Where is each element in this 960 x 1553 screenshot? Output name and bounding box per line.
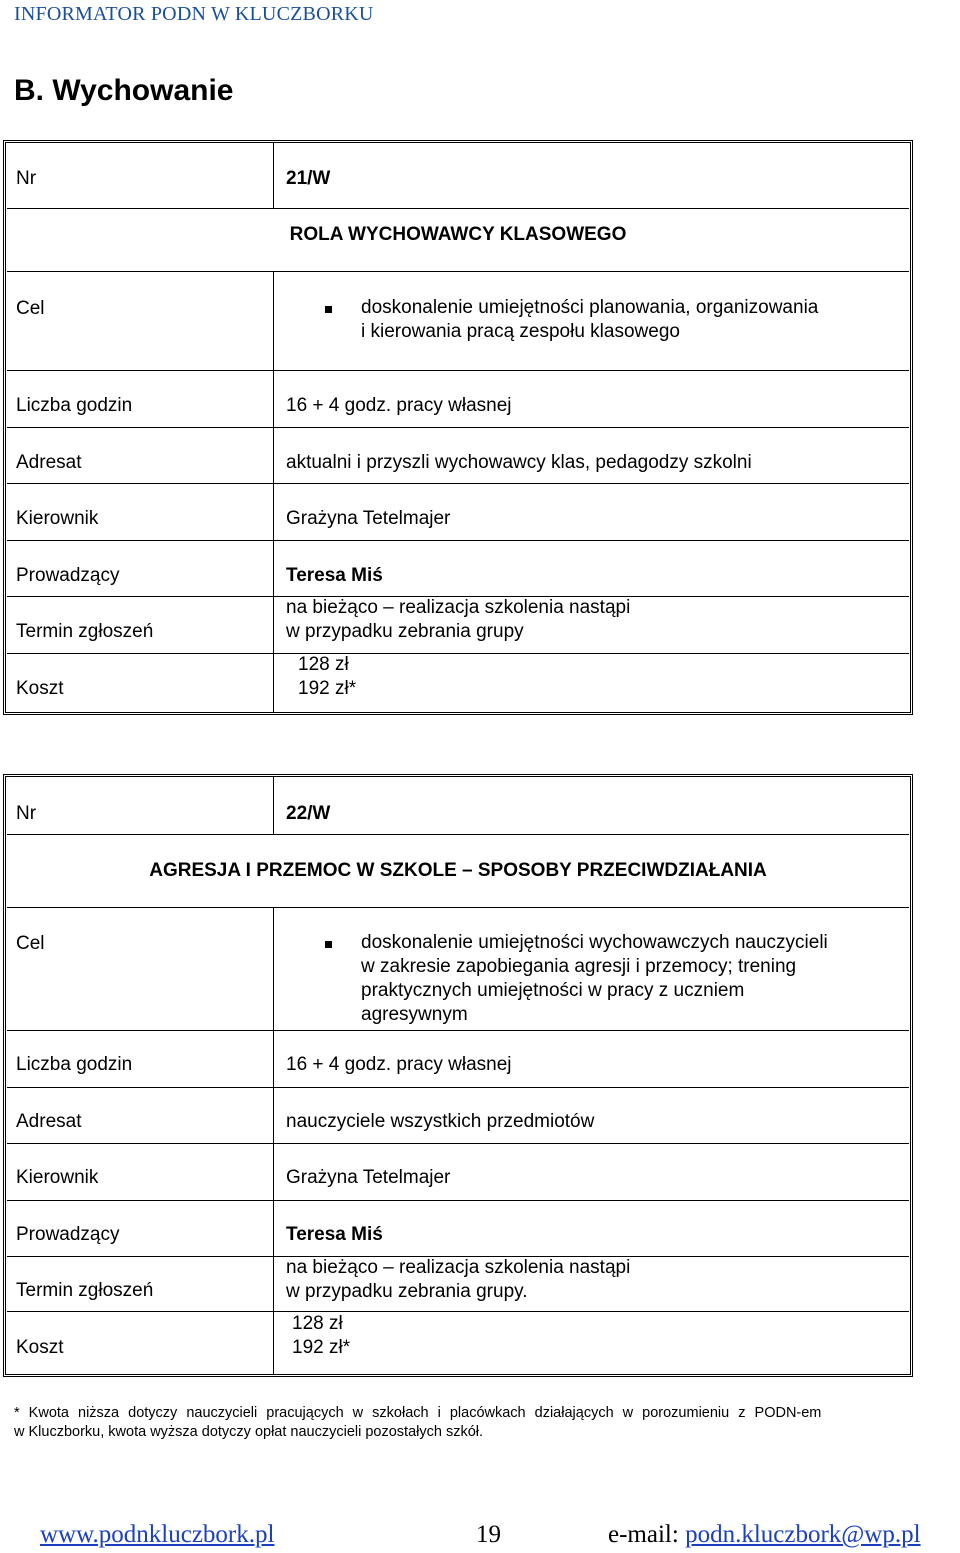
footnote-line: * Kwota niższa dotyczy nauczycieli pracujących w szkołach i placówkach działających w porozumieniu z PODN-em <box>14 1405 822 1421</box>
deadline-label: Termin zgłoszeń <box>16 1280 154 1301</box>
course-manager: Grażyna Tetelmajer <box>286 508 451 529</box>
section-title: B. Wychowanie <box>14 74 234 107</box>
course-deadline <box>286 596 630 644</box>
hours-label: Liczba godzin <box>16 1054 133 1075</box>
cost-line: 128 zł <box>292 1313 343 1334</box>
course-manager: Grażyna Tetelmajer <box>286 1167 451 1188</box>
lead-label: Prowadzący <box>16 565 120 586</box>
cost-label: Koszt <box>16 678 64 699</box>
bullet-icon <box>325 941 332 948</box>
course-hours: 16 + 4 godz. pracy własnej <box>286 395 512 416</box>
bullet-icon <box>325 306 332 313</box>
deadline-line: na bieżąco – realizacja szkolenia nastąpi <box>286 1257 631 1278</box>
goal-label: Cel <box>16 933 45 954</box>
course-lead: Teresa Miś <box>286 565 383 586</box>
cost-line: 192 zł* <box>292 1337 351 1358</box>
email-contact <box>608 1521 921 1549</box>
course-deadline <box>286 1256 630 1304</box>
website-link-overlay[interactable]: www.podnkluczbork.pl <box>40 1521 275 1548</box>
email-label: e-mail: <box>608 1521 686 1548</box>
deadline-line: na bieżąco – realizacja szkolenia nastąpi <box>286 597 631 618</box>
deadline-line: w przypadku zebrania grupy. <box>286 1281 528 1302</box>
cost-label: Koszt <box>16 1337 64 1358</box>
page-number: 19 <box>476 1521 501 1548</box>
nr-label: Nr <box>16 168 37 189</box>
footnote <box>14 1404 960 1442</box>
course-cost <box>292 1312 350 1360</box>
deadline-label: Termin zgłoszeń <box>16 621 154 642</box>
goal-line: praktycznych umiejętności w pracy z uczniem <box>361 980 745 1001</box>
email-link[interactable]: podn.kluczbork@wp.pl <box>685 1521 921 1548</box>
course-title: AGRESJA I PRZEMOC W SZKOLE – SPOSOBY PRZECIWDZIAŁANIA <box>149 860 767 881</box>
manager-label: Kierownik <box>16 1167 99 1188</box>
deadline-line: w przypadku zebrania grupy <box>286 621 524 642</box>
nr-label: Nr <box>16 803 37 824</box>
course-number: 21/W <box>286 168 331 189</box>
course-number: 22/W <box>286 803 331 824</box>
course-addressee: aktualni i przyszli wychowawcy klas, pedagodzy szkolni <box>286 452 752 473</box>
course-goal <box>361 296 818 344</box>
course-hours: 16 + 4 godz. pracy własnej <box>286 1054 512 1075</box>
course-cost <box>298 653 356 701</box>
manager-label: Kierownik <box>16 508 99 529</box>
goal-line: doskonalenie umiejętności wychowawczych nauczycieli <box>361 932 828 953</box>
course-title: ROLA WYCHOWAWCY KLASOWEGO <box>289 224 627 245</box>
cost-line: 192 zł* <box>298 678 357 699</box>
footnote-line: w Kluczborku, kwota wyższa dotyczy opłat nauczycieli pozostałych szkół. <box>14 1424 484 1440</box>
document-header: INFORMATOR PODN W KLUCZBORKU <box>14 3 374 25</box>
addressee-label: Adresat <box>16 1111 82 1132</box>
goal-line: w zakresie zapobiegania agresji i przemocy; trening <box>361 956 797 977</box>
goal-label: Cel <box>16 298 45 319</box>
course-lead: Teresa Miś <box>286 1224 383 1245</box>
cost-line: 128 zł <box>298 654 349 675</box>
addressee-label: Adresat <box>16 452 82 473</box>
goal-line: doskonalenie umiejętności planowania, organizowania <box>361 297 819 318</box>
goal-line: agresywnym <box>361 1004 468 1025</box>
hours-label: Liczba godzin <box>16 395 133 416</box>
lead-label: Prowadzący <box>16 1224 120 1245</box>
course-goal <box>361 931 828 1027</box>
goal-line: i kierowania pracą zespołu klasowego <box>361 321 680 342</box>
course-addressee: nauczyciele wszystkich przedmiotów <box>286 1111 595 1132</box>
